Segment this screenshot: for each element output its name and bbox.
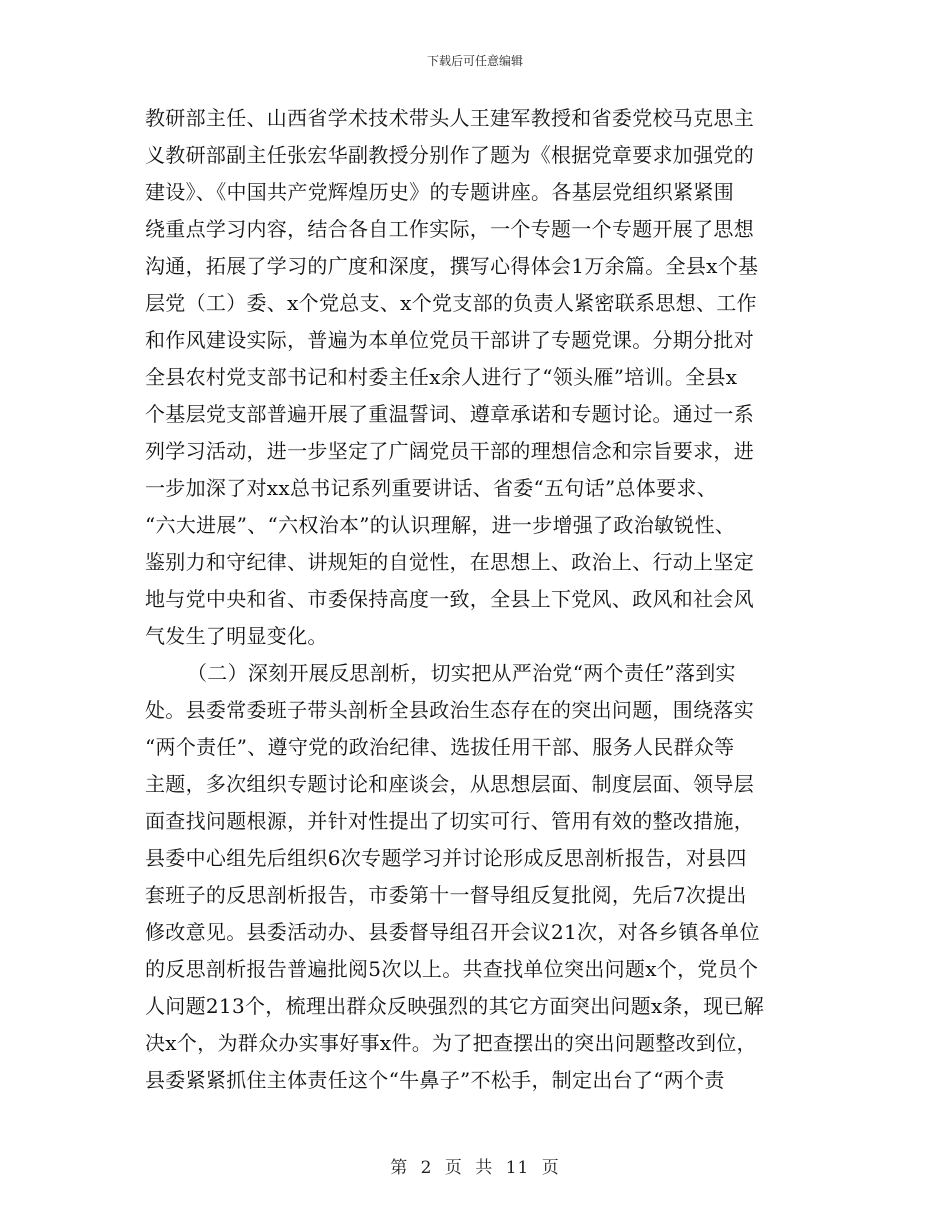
text-line: 修改意见。县委活动办、县委督导组召开会议21次，对各乡镇各单位 xyxy=(145,920,760,944)
text-line: 层党（工）委、x个党总支、x个党支部的负责人紧密联系思想、工作 xyxy=(145,291,757,315)
text-line: 全县农村党支部书记和村委主任x余人进行了“领头雁”培训。全县x xyxy=(145,365,738,389)
page-number-footer: 第 2 页 共 11 页 xyxy=(390,1158,560,1178)
text-line: 决x个，为群众办实事好事x件。为了把查摆出的突出问题整改到位， xyxy=(145,1031,757,1055)
text-line: “两个责任”、遵守党的政治纪律、选拔任用干部、服务人民群众等 xyxy=(145,735,735,759)
text-line: 教研部主任、山西省学术技术带头人王建军教授和省委党校马克思主 xyxy=(145,106,754,130)
text-line: 建设》、《中国共产党辉煌历史》的专题讲座。各基层党组织紧紧围 xyxy=(145,180,734,204)
document-body xyxy=(145,100,805,1099)
text-line: 人问题213个，梳理出群众反映强烈的其它方面突出问题x条，现已解 xyxy=(145,994,765,1018)
text-line: 绕重点学习内容，结合各自工作实际，一个专题一个专题开展了思想 xyxy=(145,217,754,241)
text-line: 主题，多次组织专题讨论和座谈会，从思想层面、制度层面、领导层 xyxy=(145,772,754,796)
text-line: 套班子的反思剖析报告，市委第十一督导组反复批阅，先后7次提出 xyxy=(145,883,747,907)
text-line: 鉴别力和守纪律、讲规矩的自觉性，在思想上、政治上、行动上坚定 xyxy=(145,550,754,574)
text-line: 气发生了明显变化。 xyxy=(145,624,328,648)
text-line: 处。县委常委班子带头剖析全县政治生态存在的突出问题，围绕落实 xyxy=(145,698,754,722)
page-header-note: 下载后可任意编辑 xyxy=(426,54,523,68)
text-line: 地与党中央和省、市委保持高度一致，全县上下党风、政风和社会风 xyxy=(145,587,754,611)
text-line: 一步加深了对xx总书记系列重要讲话、省委“五句话”总体要求、 xyxy=(145,476,718,500)
section-heading-line: （二）深刻开展反思剖析，切实把从严治党“两个责任”落到实 xyxy=(187,661,736,685)
text-line: 县委中心组先后组织6次专题学习并讨论形成反思剖析报告，对县四 xyxy=(145,846,747,870)
text-line: “六大进展”、“六权治本”的认识理解，进一步增强了政治敏锐性、 xyxy=(145,513,736,537)
text-line: 县委紧紧抓住主体责任这个“牛鼻子”不松手，制定出台了“两个责 xyxy=(145,1068,725,1092)
text-line: 义教研部副主任张宏华副教授分别作了题为《根据党章要求加强党的 xyxy=(145,143,754,167)
text-line: 个基层党支部普遍开展了重温誓词、遵章承诺和专题讨论。通过一系 xyxy=(145,402,754,426)
text-line: 的反思剖析报告普遍批阅5次以上。共查找单位突出问题x个，党员个 xyxy=(145,957,759,981)
text-line: 和作风建设实际，普遍为本单位党员干部讲了专题党课。分期分批对 xyxy=(145,328,754,352)
text-line: 面查找问题根源，并针对性提出了切实可行、管用有效的整改措施， xyxy=(145,809,754,833)
text-line: 沟通，拓展了学习的广度和深度，撰写心得体会1万余篇。全县x个基 xyxy=(145,254,759,278)
text-line: 列学习活动，进一步坚定了广阔党员干部的理想信念和宗旨要求，进 xyxy=(145,439,754,463)
